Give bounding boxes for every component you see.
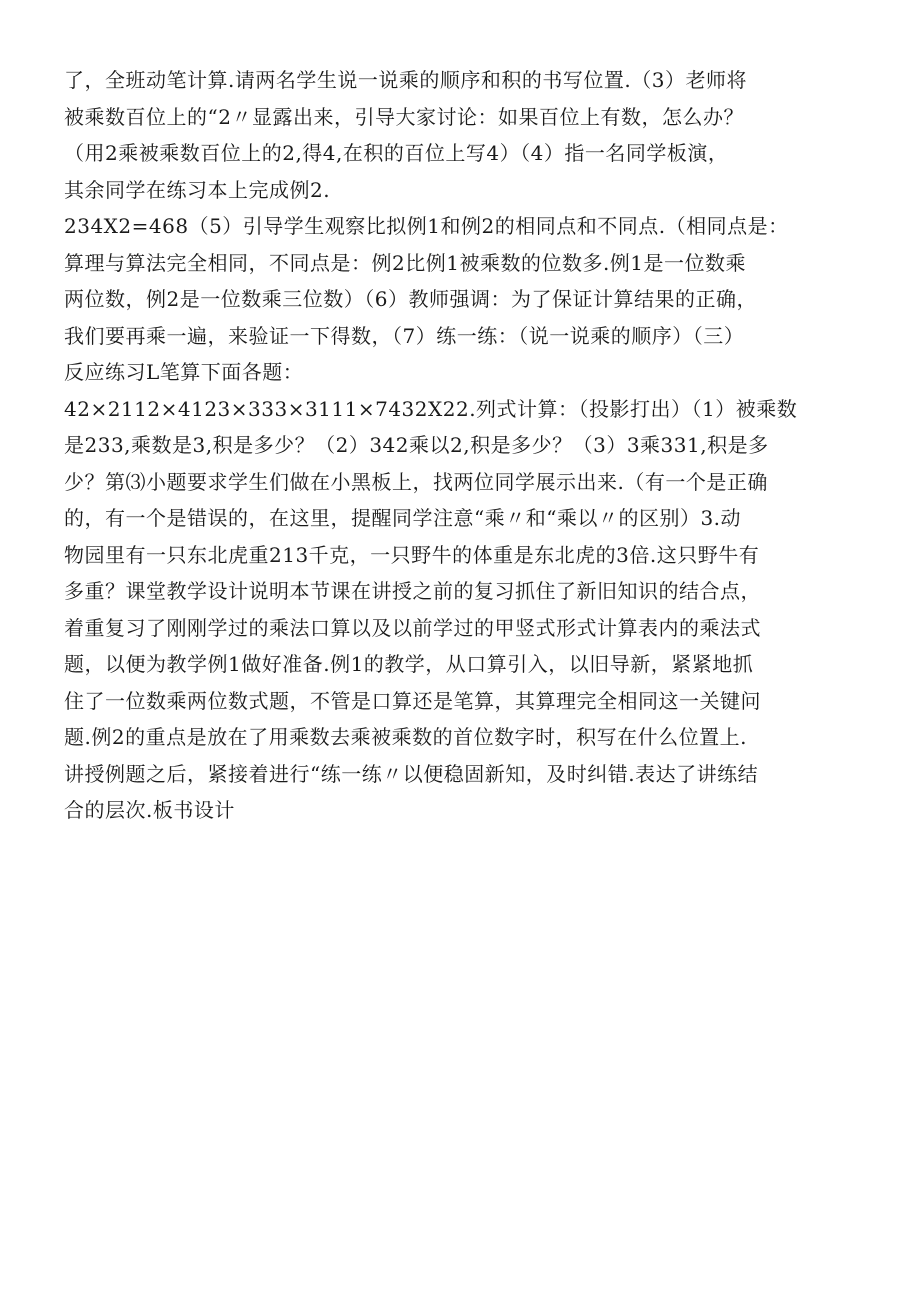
text-line: 42×2112×4123×333×3111×7432X22.列式计算：（投影打出）（1）被乘数 <box>64 396 798 421</box>
text-line: 被乘数百位上的“2〃显露出来，引导大家讨论：如果百位上有数，怎么办？ <box>64 104 744 129</box>
text-line: 讲授例题之后，紧接着进行“练一练〃以便稳固新知，及时纠错.表达了讲练结 <box>64 761 759 786</box>
text-line: 其余同学在练习本上完成例2. <box>64 177 331 202</box>
document-body <box>64 62 864 829</box>
text-line: 题，以便为教学例1做好准备.例1的教学，从口算引入，以旧导新，紧紧地抓 <box>64 652 754 676</box>
text-line: 我们要再乘一遍，来验证一下得数，（7）练一练：（说一说乘的顺序）（三） <box>64 323 745 348</box>
text-line: 住了一位数乘两位数式题，不管是口算还是笔算，其算理完全相同这一关键问 <box>64 688 761 713</box>
text-line: 反应练习L笔算下面各题： <box>64 360 304 384</box>
text-line: 的，有一个是错误的，在这里，提醒同学注意“乘〃和“乘以〃的区别）3.动 <box>64 506 742 530</box>
text-line: 234X2=468（5）引导学生观察比拟例1和例2的相同点和不同点.（相同点是： <box>64 214 789 238</box>
text-line: 是233,乘数是3,积是多少？（2）342乘以2,积是多少？（3）3乘331,积是多 <box>64 433 769 457</box>
text-line: 了，全班动笔计算.请两名学生说一说乘的顺序和积的书写位置.（3）老师将 <box>64 68 747 92</box>
text-line: 多重？课堂教学设计说明本节课在讲授之前的复习抓住了新旧知识的结合点， <box>64 579 761 603</box>
text-line: 合的层次.板书设计 <box>64 798 235 822</box>
text-line: 题.例2的重点是放在了用乘数去乘被乘数的首位数字时，积写在什么位置上. <box>64 725 747 749</box>
text-line: 少？第⑶小题要求学生们做在小黑板上，找两位同学展示出来.（有一个是正确 <box>64 469 768 494</box>
text-line: 物园里有一只东北虎重213千克，一只野牛的体重是东北虎的3倍.这只野牛有 <box>64 542 760 567</box>
text-line: 着重复习了刚刚学过的乘法口算以及以前学过的甲竖式形式计算表内的乘法式 <box>64 615 761 640</box>
text-line: 算理与算法完全相同，不同点是：例2比例1被乘数的位数多.例1是一位数乘 <box>64 250 747 275</box>
text-line: 两位数，例2是一位数乘三位数）（6）教师强调：为了保证计算结果的正确， <box>64 287 757 311</box>
text-line: （用2乘被乘数百位上的2,得4,在积的百位上写4）（4）指一名同学板演， <box>64 141 729 165</box>
